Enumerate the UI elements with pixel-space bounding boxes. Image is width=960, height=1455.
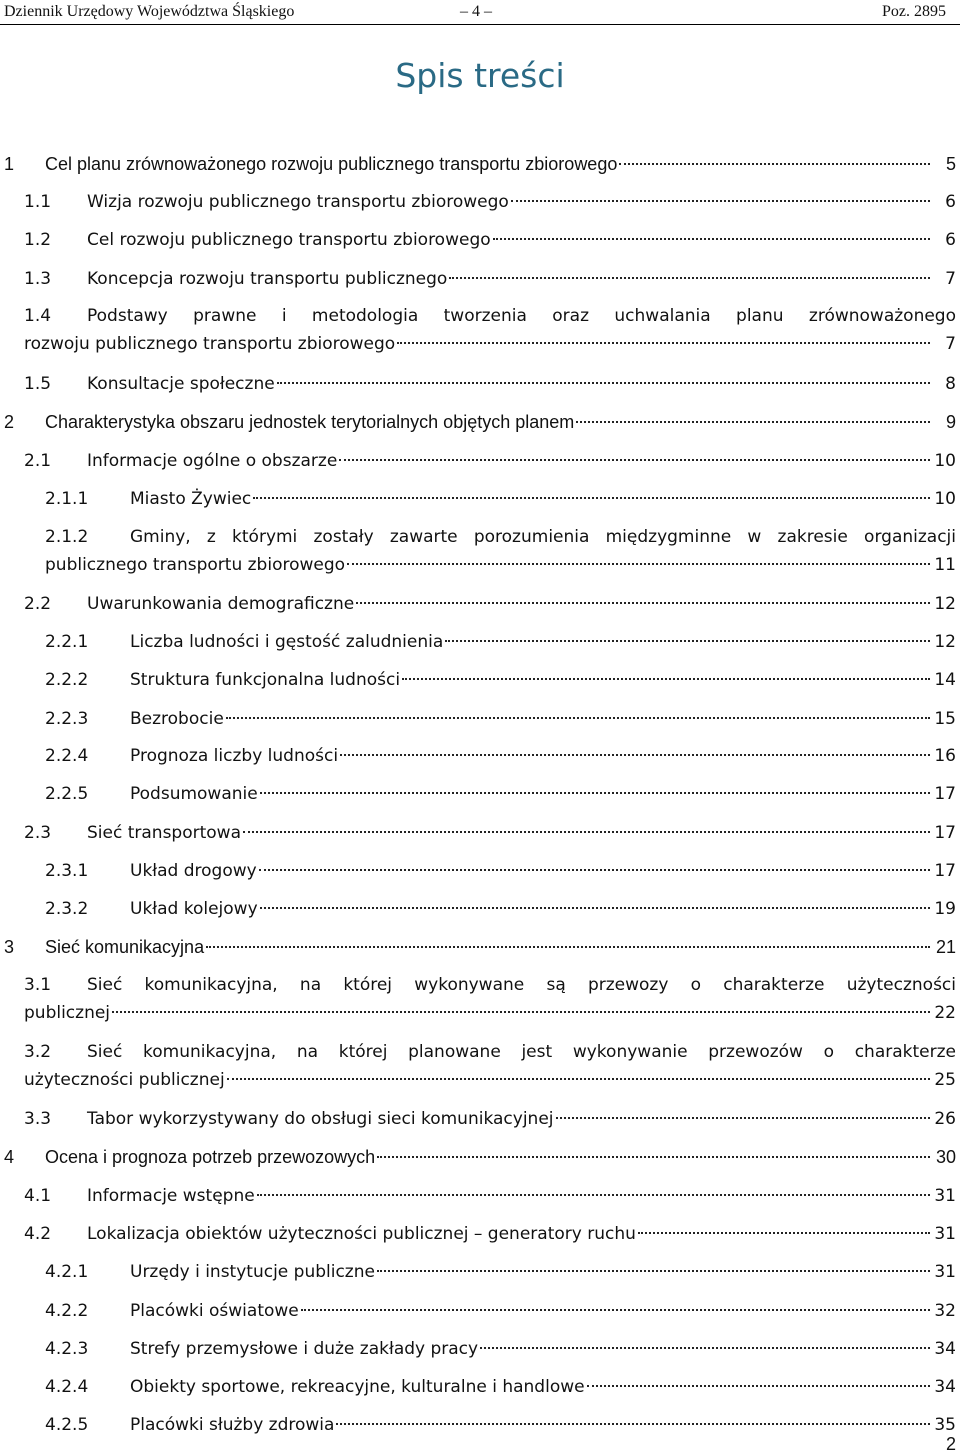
toc-entry-number: 2.2 <box>24 594 52 614</box>
toc-entry-title: Cel planu zrównoważonego rozwoju publicznego transportu zbiorowego <box>45 154 618 174</box>
toc-entry-number: 4.2 <box>24 1224 52 1244</box>
dot-leader <box>260 907 930 909</box>
footer-page-number: 2 <box>945 1434 956 1454</box>
toc-entry-number: 1.1 <box>24 192 52 212</box>
toc-entry-page: 32 <box>934 1301 956 1321</box>
toc-entry-page: 7 <box>945 269 956 289</box>
toc-entry-line <box>130 857 956 885</box>
toc-entry-line <box>87 188 956 216</box>
toc-entry-page: 34 <box>934 1339 956 1359</box>
toc-entry-page: 17 <box>934 784 956 804</box>
toc-entry-line <box>87 447 956 475</box>
toc-entry-line <box>130 1258 956 1286</box>
toc-entry-title: Strefy przemysłowe i duże zakłady pracy <box>130 1339 479 1359</box>
toc-entry-page: 6 <box>945 230 956 250</box>
toc-entry-page: 21 <box>935 937 956 957</box>
toc-entry-title: Sieć transportowa <box>87 823 241 843</box>
toc-entry-number: 2.3.1 <box>45 861 89 881</box>
toc-entry-line <box>130 1373 956 1401</box>
toc-entry-number: 2.2.1 <box>45 632 89 652</box>
toc-entry-title: Wizja rozwoju publicznego transportu zbiorowego <box>87 192 509 212</box>
dot-leader <box>449 277 930 279</box>
dot-leader <box>576 421 930 423</box>
toc-entry-title: Sieć komunikacyjna <box>45 937 205 957</box>
toc-entry-page: 5 <box>945 154 956 174</box>
toc-entry-number: 2.3.2 <box>45 899 89 919</box>
toc-entry-title: Sieć komunikacyjna, na której planowane jest wykonywanie przewozów o charakterze <box>87 1042 956 1062</box>
toc-entry-title: Liczba ludności i gęstość zaludnienia <box>130 632 444 652</box>
dot-leader <box>340 754 930 756</box>
dot-leader <box>206 946 930 948</box>
toc-entry-number: 1.3 <box>24 269 52 289</box>
toc-entry-line <box>87 590 956 618</box>
toc-entry-page: 31 <box>934 1224 956 1244</box>
toc-entry-number: 4.1 <box>24 1186 52 1206</box>
toc-entry-page: 9 <box>945 412 956 432</box>
toc-entry-page: 10 <box>934 489 956 509</box>
toc-entry-line <box>130 666 956 694</box>
toc-entry-number: 4.2.3 <box>45 1339 89 1359</box>
toc-entry-title: Charakterystyka obszaru jednostek terytorialnych objętych planem <box>45 412 575 432</box>
toc-entry-title: Sieć komunikacyjna, na której wykonywane są przewozy o charakterze użyteczności <box>87 975 956 995</box>
toc-entry-line <box>130 780 956 808</box>
toc-entry-line <box>87 370 956 398</box>
toc-entry-page: 14 <box>934 670 956 690</box>
dot-leader <box>227 1078 930 1080</box>
dot-leader <box>243 831 930 833</box>
toc-entry-line <box>24 330 956 358</box>
dot-leader <box>259 869 930 871</box>
dot-leader <box>587 1385 930 1387</box>
toc-entry-line <box>87 226 956 254</box>
toc-entry-page: 30 <box>935 1147 956 1167</box>
dot-leader <box>397 342 930 344</box>
toc-entry-title-continued: publicznego transportu zbiorowego <box>45 555 346 575</box>
toc-entry-line <box>87 1105 956 1133</box>
toc-entry-page: 34 <box>934 1377 956 1397</box>
header-position: Poz. 2895 <box>882 3 946 20</box>
toc-entry-title: Informacje wstępne <box>87 1186 255 1206</box>
toc-entry-line <box>130 1411 956 1439</box>
toc-entry-number: 4.2.1 <box>45 1262 89 1282</box>
dot-leader <box>638 1232 930 1234</box>
dot-leader <box>377 1156 930 1158</box>
toc-entry-title: Bezrobocie <box>130 709 224 729</box>
toc-entry-title-continued: rozwoju publicznego transportu zbiorowego <box>24 334 396 354</box>
toc-entry-line <box>45 150 956 178</box>
dot-leader <box>277 382 930 384</box>
toc-entry-page: 12 <box>934 632 956 652</box>
toc-entry-line <box>130 485 956 513</box>
dot-leader <box>112 1011 930 1013</box>
toc-entry-line <box>87 265 956 293</box>
toc-entry-number: 4.2.5 <box>45 1415 89 1435</box>
toc-entry-title: Urzędy i instytucje publiczne <box>130 1262 375 1282</box>
dot-leader <box>445 640 930 642</box>
toc-entry-line <box>87 1220 956 1248</box>
toc-entry-number: 4.2.4 <box>45 1377 89 1397</box>
dot-leader <box>619 163 930 165</box>
dot-leader <box>402 678 930 680</box>
dot-leader <box>226 717 930 719</box>
toc-entry-number: 2.3 <box>24 823 52 843</box>
dot-leader <box>253 497 930 499</box>
toc-entry-page: 7 <box>945 334 956 354</box>
toc-entry-title: Konsultacje społeczne <box>87 374 275 394</box>
page-header <box>0 0 960 25</box>
toc-entry-line <box>24 999 956 1027</box>
toc-entry-number: 2.1 <box>24 451 52 471</box>
toc-entry-page: 17 <box>934 823 956 843</box>
toc-entry-title: Podstawy prawne i metodologia tworzenia oraz uchwalania planu zrównoważonego <box>87 306 956 326</box>
toc-entry-line <box>130 895 956 923</box>
toc-entry-page: 12 <box>934 594 956 614</box>
toc-entry-title: Gminy, z którymi zostały zawarte porozumienia międzygminne w zakresie organizacji <box>130 527 956 547</box>
toc-entry-number: 2.2.5 <box>45 784 89 804</box>
toc-entry-page: 19 <box>934 899 956 919</box>
toc-entry-title: Prognoza liczby ludności <box>130 746 339 766</box>
toc-entry-title: Układ drogowy <box>130 861 257 881</box>
toc-entry-number: 3.2 <box>24 1042 52 1062</box>
toc-entry-title: Koncepcja rozwoju transportu publicznego <box>87 269 448 289</box>
toc-entry-number: 2.1.2 <box>45 527 89 547</box>
dot-leader <box>347 563 930 565</box>
toc-entry-number: 2.1.1 <box>45 489 89 509</box>
toc-entry-page: 31 <box>934 1262 956 1282</box>
toc-entry-number: 2.2.3 <box>45 709 89 729</box>
toc-entry-page: 25 <box>934 1070 956 1090</box>
dot-leader <box>377 1270 930 1272</box>
toc-entry-line <box>45 1143 956 1171</box>
toc-entry-page: 17 <box>934 861 956 881</box>
toc-entry-title: Uwarunkowania demograficzne <box>87 594 355 614</box>
toc-entry-page: 11 <box>934 555 956 575</box>
toc-entry-number: 4 <box>4 1147 15 1167</box>
toc-entry-title: Placówki oświatowe <box>130 1301 299 1321</box>
toc-entry-line <box>45 551 956 579</box>
dot-leader <box>336 1423 930 1425</box>
toc-entry-title: Informacje ogólne o obszarze <box>87 451 338 471</box>
toc-entry-title: Układ kolejowy <box>130 899 258 919</box>
toc-entry-line <box>130 628 956 656</box>
toc-entry-title: Ocena i prognoza potrzeb przewozowych <box>45 1147 376 1167</box>
toc-entry-line <box>45 408 956 436</box>
toc-entry-title-continued: publicznej <box>24 1003 111 1023</box>
toc-entry-page: 22 <box>934 1003 956 1023</box>
toc-entry-title: Miasto Żywiec <box>130 489 252 509</box>
toc-entry-page: 16 <box>934 746 956 766</box>
toc-entry-title: Placówki służby zdrowia <box>130 1415 335 1435</box>
header-page-number: – 4 – <box>460 3 492 20</box>
dot-leader <box>339 459 930 461</box>
toc-entry-number: 3.1 <box>24 975 52 995</box>
toc-entry-line <box>24 1066 956 1094</box>
toc-entry-number: 3.3 <box>24 1109 52 1129</box>
toc-entry-title: Struktura funkcjonalna ludności <box>130 670 401 690</box>
header-journal-title: Dziennik Urzędowy Województwa Śląskiego <box>4 3 295 20</box>
toc-entry-number: 1.2 <box>24 230 52 250</box>
toc-entry-number: 2 <box>4 412 15 432</box>
toc-entry-line <box>45 933 956 961</box>
dot-leader <box>257 1194 930 1196</box>
toc-entry-title: Obiekty sportowe, rekreacyjne, kulturalne i handlowe <box>130 1377 585 1397</box>
dot-leader <box>356 602 930 604</box>
toc-entry-page: 15 <box>934 709 956 729</box>
toc-entry-title: Lokalizacja obiektów użyteczności publicznej – generatory ruchu <box>87 1224 636 1244</box>
toc-entry-page: 31 <box>934 1186 956 1206</box>
toc-entry-page: 35 <box>934 1415 956 1435</box>
toc-entry-number: 1.4 <box>24 306 52 326</box>
toc-entry-number: 2.2.2 <box>45 670 89 690</box>
toc-entry-title: Tabor wykorzystywany do obsługi sieci komunikacyjnej <box>87 1109 554 1129</box>
toc-entry-line <box>130 1297 956 1325</box>
page-title: Spis treści <box>395 56 565 95</box>
toc-entry-page: 8 <box>945 374 956 394</box>
toc-entry-title-continued: użyteczności publicznej <box>24 1070 225 1090</box>
toc-entry-title: Cel rozwoju publicznego transportu zbiorowego <box>87 230 491 250</box>
toc-entry-page: 10 <box>934 451 956 471</box>
toc-entry-number: 1 <box>4 154 15 174</box>
toc-entry-line <box>130 705 956 733</box>
toc-entry-number: 1.5 <box>24 374 52 394</box>
toc-entry-line <box>130 742 956 770</box>
toc-entry-page: 26 <box>934 1109 956 1129</box>
toc-entry-line <box>87 819 956 847</box>
toc-entry-title: Podsumowanie <box>130 784 258 804</box>
toc-entry-page: 6 <box>945 192 956 212</box>
dot-leader <box>301 1309 930 1311</box>
toc-entry-line <box>130 1335 956 1363</box>
dot-leader <box>493 238 930 240</box>
dot-leader <box>260 792 930 794</box>
toc-entry-number: 3 <box>4 937 15 957</box>
toc-entry-line <box>87 1182 956 1210</box>
toc-entry-number: 2.2.4 <box>45 746 89 766</box>
dot-leader <box>480 1347 930 1349</box>
dot-leader <box>556 1117 931 1119</box>
toc-entry-number: 4.2.2 <box>45 1301 89 1321</box>
dot-leader <box>511 200 930 202</box>
